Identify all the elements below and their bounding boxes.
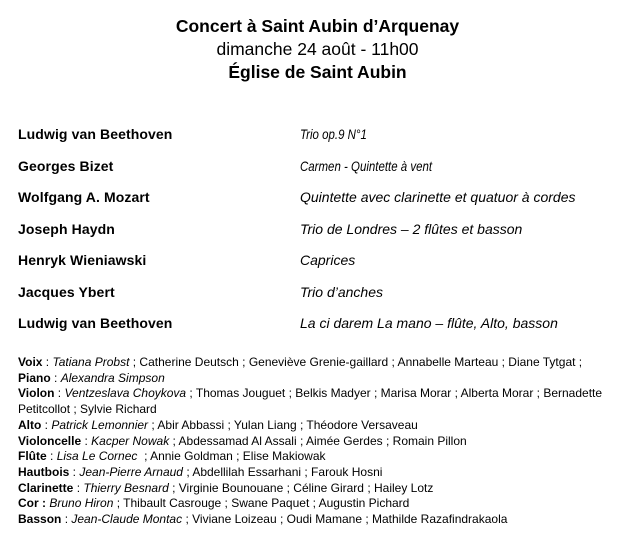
performer-line — [18, 465, 617, 481]
other-performers: ; Abdessamad Al Assali ; Aimée Gerdes ; Romain Pillon — [169, 433, 467, 448]
label-separator: : — [61, 512, 72, 527]
performer-line — [18, 481, 617, 497]
lead-performer: Lisa Le Cornec — [56, 449, 138, 464]
program-header — [18, 15, 617, 84]
program-row — [18, 283, 617, 301]
lead-performer: Ventzeslava Choykova — [64, 386, 187, 401]
label-separator: : — [81, 433, 92, 448]
performer-line — [18, 496, 617, 512]
performer-line — [18, 449, 617, 465]
other-performers: ; Annie Goldman ; Elise Makiowak — [137, 449, 326, 464]
concert-datetime: dimanche 24 août - 11h00 — [216, 39, 419, 59]
label-separator: : — [54, 386, 65, 401]
work-title: Quintette avec clarinette et quatuor à cordes — [300, 189, 576, 205]
work-title: La ci darem La mano – flûte, Alto, basson — [300, 315, 558, 331]
work-title: Caprices — [300, 252, 356, 268]
performer-line — [18, 386, 617, 417]
work-title: Carmen - Quintette à vent — [300, 157, 433, 174]
composer-name: Ludwig van Beethoven — [18, 126, 173, 142]
performer-line — [18, 371, 617, 387]
lead-performer: Jean-Pierre Arnaud — [79, 464, 183, 479]
work-title: Trio de Londres – 2 flûtes et basson — [300, 220, 523, 237]
lead-performer: Kacper Nowak — [91, 433, 170, 448]
composer-name: Wolfgang A. Mozart — [18, 189, 150, 205]
work-title: Trio d’anches — [300, 283, 384, 300]
instrument-label: Clarinette — [18, 480, 74, 495]
program-row — [18, 220, 617, 238]
work-title: Trio op.9 N°1 — [300, 126, 367, 142]
program-list — [18, 125, 617, 332]
instrument-label: Hautbois — [18, 464, 70, 479]
instrument-label: Flûte — [18, 449, 47, 464]
instrument-label: Basson — [18, 512, 62, 527]
label-separator: : — [50, 370, 61, 385]
program-row — [18, 314, 617, 332]
instrument-label: Alto — [18, 417, 42, 432]
instrument-label: Violoncelle — [18, 433, 82, 448]
performer-line — [18, 418, 617, 434]
program-row — [18, 188, 617, 206]
composer-name: Georges Bizet — [18, 157, 114, 174]
instrument-label: Voix — [18, 355, 43, 369]
program-row — [18, 251, 617, 269]
performer-line — [18, 434, 617, 450]
instrument-label: Piano — [18, 370, 51, 385]
other-performers: ; Catherine Deutsch ; Geneviève Grenie-gaillard ; Annabelle Marteau ; Diane Tytgat ; — [129, 355, 583, 369]
other-performers: ; Thibault Casrouge ; Swane Paquet ; Augustin Pichard — [113, 496, 410, 511]
program-row — [18, 157, 617, 175]
composer-name: Joseph Haydn — [18, 220, 115, 237]
other-performers: ; Viviane Loizeau ; Oudi Mamane ; Mathilde Razafindrakaola — [182, 512, 508, 527]
lead-performer: Jean-Claude Montac — [71, 512, 183, 527]
other-performers: ; Abdellilah Essarhani ; Farouk Hosni — [182, 464, 383, 479]
label-separator: : — [42, 355, 53, 369]
lead-performer: Alexandra Simpson — [60, 370, 165, 385]
label-separator: : — [46, 449, 57, 464]
lead-performer: Thierry Besnard — [83, 480, 169, 495]
performers-list — [18, 355, 617, 528]
other-performers: ; Abir Abbassi ; Yulan Liang ; Théodore Versaveau — [148, 417, 418, 432]
concert-title: Concert à Saint Aubin d’Arquenay — [175, 16, 460, 36]
composer-name: Ludwig van Beethoven — [18, 315, 173, 331]
lead-performer: Patrick Lemonnier — [51, 417, 149, 432]
label-separator: : — [69, 464, 80, 479]
lead-performer: Bruno Hiron — [49, 496, 114, 511]
concert-venue: Église de Saint Aubin — [228, 62, 407, 82]
other-performers: ; Virginie Bounouane ; Céline Girard ; Hailey Lotz — [168, 480, 434, 495]
performer-line — [18, 512, 617, 528]
lead-performer: Tatiana Probst — [52, 355, 130, 369]
other-performers: ; Thomas Jouguet ; Belkis Madyer ; Marisa Morar ; Alberta Morar ; Bernadette Petitcollot ; Sylvie Richard — [18, 386, 606, 417]
composer-name: Henryk Wieniawski — [18, 252, 147, 268]
label-separator: : — [41, 417, 52, 432]
program-row — [18, 125, 617, 143]
instrument-label: Cor : — [18, 496, 46, 511]
composer-name: Jacques Ybert — [18, 283, 115, 300]
performer-line — [18, 355, 617, 371]
instrument-label: Violon — [18, 386, 55, 401]
label-separator: : — [73, 480, 84, 495]
